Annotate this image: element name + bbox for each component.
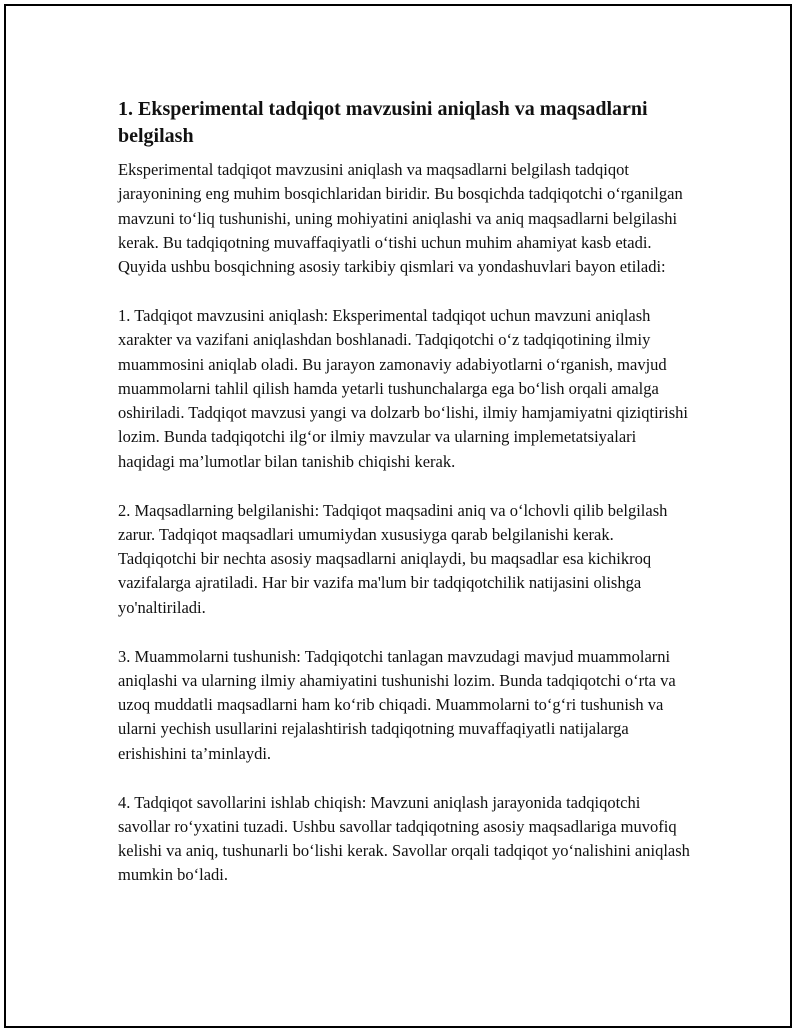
paragraph-goal-setting: 2. Maqsadlarning belgilanishi: Tadqiqot maqsadini aniq va o‘lchovli qilib belgilash zarur. Tadqiqot maqsadlari umumiydan xususiyga qarab belgilanishi kerak. Tadqiqotchi bir nechta asosiy maqsadlarni aniqlaydi, bu maqsadlar esa kichikroq vazifalarga ajratiladi. Har bir vazifa ma'lum bir tadqiqotchilik natijasini olishga yo'naltiriladi.: [118, 500, 668, 617]
document-page: [4, 4, 792, 1028]
document-content: [118, 96, 693, 912]
intro-paragraph: Eksperimental tadqiqot mavzusini aniqlash va maqsadlarni belgilash tadqiqot jarayonining eng muhim bosqichlaridan biridir. Bu bosqichda tadqiqotchi o‘rganilgan mavzuni to‘liq tushunishi, uning mohiyatini aniqlashi va aniq maqsadlarni belgilashi kerak. Bu tadqiqotning muvaffaqiyatli o‘tishi uchun muhim ahamiyat kasb etadi. Quyida ushbu bosqichning asosiy tarkibiy qismlari va yondashuvlari bayon etiladi:: [118, 160, 683, 277]
paragraph-problem-understanding: 3. Muammolarni tushunish: Tadqiqotchi tanlagan mavzudagi mavjud muammolarni aniqlashi va ularning ilmiy ahamiyatini tushunishi lozim. Bunda tadqiqotchi o‘rta va uzoq muddatli maqsadlarni ham ko‘rib chiqadi. Muammolarni to‘g‘ri tushunish va ularni yechish usullarini rejalashtirish tadqiqotning muvaffaqiyatli natijalarga erishishini ta’minlaydi.: [118, 646, 676, 763]
paragraph-research-questions: 4. Tadqiqot savollarini ishlab chiqish: Mavzuni aniqlash jarayonida tadqiqotchi savollar ro‘yxatini tuzadi. Ushbu savollar tadqiqotning asosiy maqsadlariga muvofiq kelishi va aniq, tushunarli bo‘lishi kerak. Savollar orqali tadqiqot yo‘nalishini aniqlash mumkin bo‘ladi.: [118, 792, 690, 885]
paragraph-topic-definition: 1. Tadqiqot mavzusini aniqlash: Eksperimental tadqiqot uchun mavzuni aniqlash xarakter va vazifani aniqlashdan boshlanadi. Tadqiqotchi o‘z tadqiqotining ilmiy muammosini aniqlab oladi. Bu jarayon zamonaviy adabiyotlarni o‘rganish, mavjud muammolarni tahlil qilish hamda yetarli tushunchalarga ega bo‘lish orqali amalga oshiriladi. Tadqiqot mavzusi yangi va dolzarb bo‘lishi, ilmiy hamjamiyatni qiziqtirishi lozim. Bunda tadqiqotchi ilg‘or ilmiy mavzular va ularning implemetatsiyalari haqidagi ma’lumotlar bilan tanishib chiqishi kerak.: [118, 305, 688, 471]
section-heading: 1. Eksperimental tadqiqot mavzusini aniqlash va maqsadlarni belgilash: [118, 98, 648, 147]
